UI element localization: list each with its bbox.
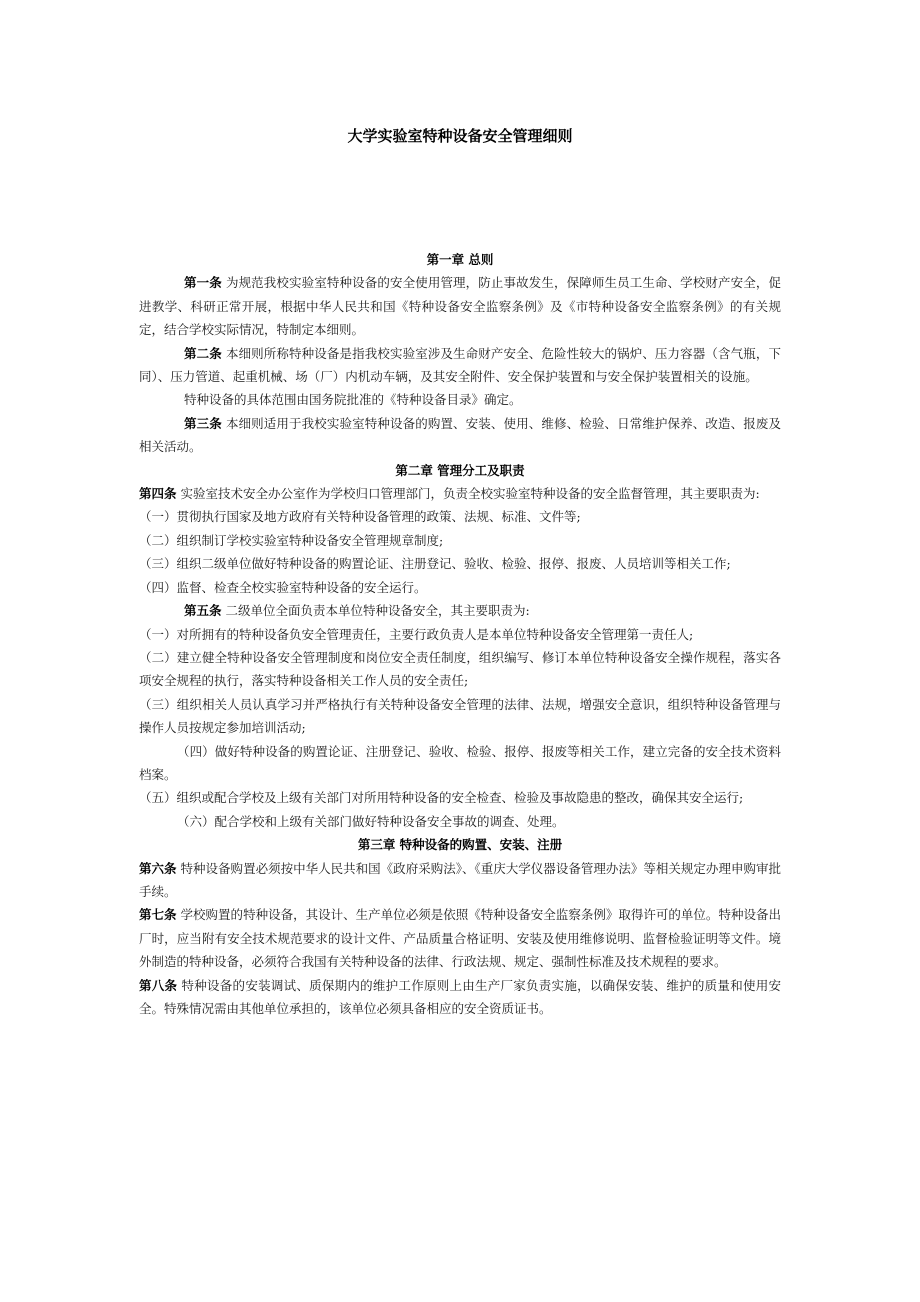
article-paragraph [139,271,781,341]
article-paragraph [139,552,781,575]
article-paragraph [139,576,781,599]
article-paragraph [139,786,781,809]
article-number: 第五条 [184,603,222,619]
article-paragraph [139,529,781,552]
article-number: 第一条 [184,275,222,291]
chapter-heading: 第三章 特种设备的购置、安装、注册 [357,837,563,853]
article-text: 特种设备的具体范围由国务院批准的《特种设备目录》确定。 [184,392,522,408]
article-text: （四）做好特种设备的购置论证、注册登记、验收、检验、报停、报废等相关工作，建立完备的安全技术资料档案。 [139,743,781,782]
article-text: （六）配合学校和上级有关部门做好特种设备安全事故的调查、处理。 [177,813,565,829]
article-text: 实验室技术安全办公室作为学校归口管理部门，负责全校实验室特种设备的安全监督管理，其主要职责为: [176,486,760,502]
article-text: 特种设备的安装调试、质保期内的维护工作原则上由生产厂家负责实施，以确保安装、维护的质量和使用安全。特殊情况需由其他单位承担的，该单位必须具备相应的安全资质证书。 [139,977,781,1016]
article-paragraph [139,599,781,622]
article-text: （一）对所拥有的特种设备负安全管理责任，主要行政负责人是本单位特种设备安全管理第一责任人; [139,626,694,642]
article-paragraph [139,740,781,787]
article-text: 二级单位全面负责本单位特种设备安全，其主要职责为: [221,603,530,619]
article-number: 第八条 [139,977,178,993]
article-paragraph [139,388,781,411]
article-paragraph [139,482,781,505]
article-text: 为规范我校实验室特种设备的安全使用管理，防止事故发生，保障师生员工生命、学校财产安全，促进教学、科研正常开展，根据中华人民共和国《特种设备安全监察条例》及《市特种设备安全监察条例》的有关规定，结合学校实际情况，特制定本细则。 [139,275,781,338]
article-text: （二）建立健全特种设备安全管理制度和岗位安全责任制度，组织编写、修订本单位特种设备安全操作规程，落实各项安全规程的执行，落实特种设备相关工作人员的安全责任; [139,649,781,689]
article-paragraph [139,974,781,1021]
document-sections [139,248,781,1020]
article-text: 特种设备购置必须按中华人民共和国《政府采购法》、《重庆大学仪器设备管理办法》等相关规定办理申购审批手续。 [139,860,781,899]
article-paragraph [139,857,781,904]
article-text: （三）组织相关人员认真学习并严格执行有关特种设备安全管理的法律、法规，增强安全意识，组织特种设备管理与操作人员按规定参加培训活动; [139,696,781,736]
article-text: （一）贯彻执行国家及地方政府有关特种设备管理的政策、法规、标准、文件等; [139,509,581,525]
chapter-heading: 第一章 总则 [426,252,494,267]
chapter-heading: 第二章 管理分工及职责 [395,462,525,478]
article-text: （二）组织制订学校实验室特种设备安全管理规章制度; [139,532,444,548]
article-paragraph [139,505,781,528]
document-title: 大学实验室特种设备安全管理细则 [347,127,573,145]
article-paragraph [139,693,781,740]
article-text: 学校购置的特种设备，其设计、生产单位必须是依照《特种设备安全监察条例》取得许可的单位。特种设备出厂时，应当附有安全技术规范要求的设计文件、产品质量合格证明、安装及使用维修说明、监督检验证明等文件。境外制造的特种设备，必须符合我国有关特种设备的法律、行政法规、规定、强制性标准及技术规程的要求。 [139,907,781,970]
article-text: （五）组织或配合学校及上级有关部门对所用特种设备的安全检查、检验及事故隐患的整改，确保其安全运行; [139,790,744,806]
article-number: 第六条 [139,860,177,876]
article-paragraph [139,623,781,646]
article-paragraph [139,810,781,833]
article-number: 第二条 [184,345,222,361]
article-paragraph [139,903,781,973]
article-number: 第四条 [139,486,177,502]
title-spacer [139,148,781,248]
article-paragraph [139,342,781,389]
article-paragraph [139,646,781,693]
article-number: 第七条 [139,907,177,923]
article-text: 本细则适用于我校实验室特种设备的购置、安装、使用、维修、检验、日常维护保养、改造、报废及相关活动。 [139,415,781,455]
document-body [139,124,781,1020]
article-text: （三）组织二级单位做好特种设备的购置论证、注册登记、验收、检验、报停、报废、人员培训等相关工作; [139,556,731,572]
article-text: 本细则所称特种设备是指我校实验室涉及生命财产安全、危险性较大的锅炉、压力容器（含气瓶，下同）、压力管道、起重机械、场（厂）内机动车辆，及其安全附件、安全保护装置和与安全保护装置相关的设施。 [139,345,781,385]
article-number: 第三条 [184,415,222,431]
article-text: （四）监督、检查全校实验室特种设备的安全运行。 [139,579,427,595]
article-paragraph [139,412,781,459]
